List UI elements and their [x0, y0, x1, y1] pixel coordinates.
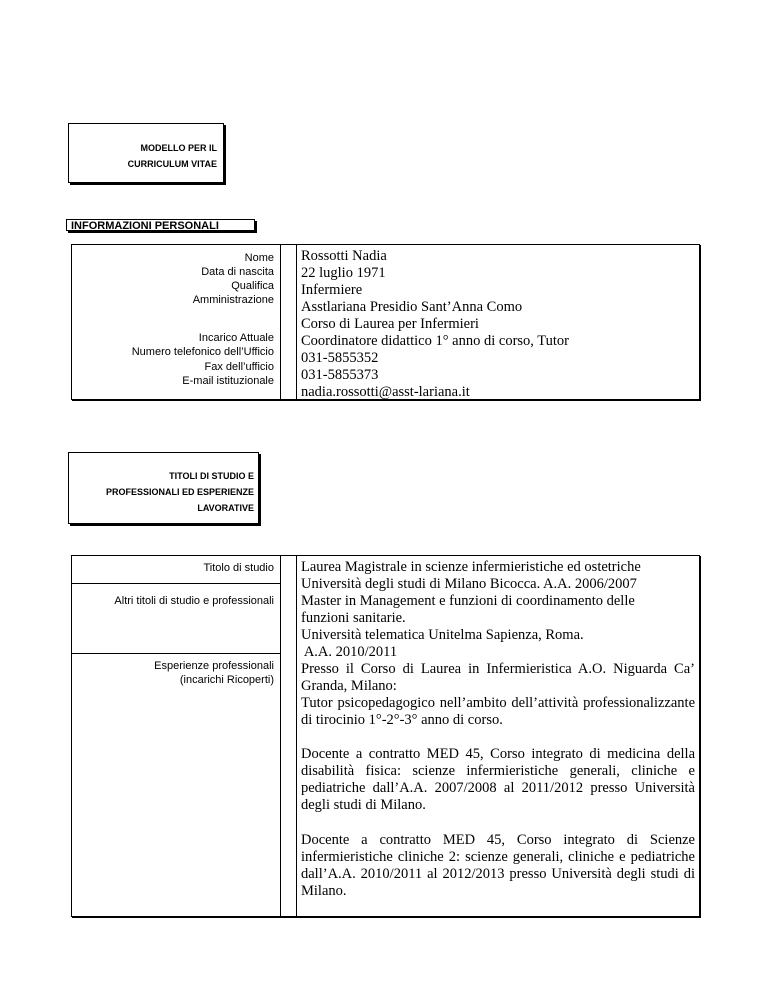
esperienza-paragraph: Docente a contratto MED 45, Corso integrato di Scienze infermieristiche cliniche 2: scienze generali, cliniche e pediatriche dall’A.A. 2010/2011 al 2012/2013 presso Università degli studi di Milano.	[301, 832, 695, 899]
titolo-line: Laurea Magistrale in scienze infermieristiche ed ostetriche	[301, 559, 641, 575]
label-titolo-studio: Titolo di studio	[203, 562, 274, 574]
model-title-line: CURRICULUM VITAE	[127, 159, 217, 169]
value-data-nascita: 22 luglio 1971	[301, 265, 386, 281]
personal-info-labels	[72, 245, 281, 399]
label-nome: Nome	[244, 252, 274, 264]
label-amministrazione: Amministrazione	[192, 294, 274, 306]
label-qualifica: Qualifica	[231, 280, 274, 292]
titoli-title-line: PROFESSIONALI ED ESPERIENZE	[105, 487, 254, 497]
label-fax: Fax dell’ufficio	[204, 361, 274, 373]
titoli-labels	[72, 556, 281, 916]
altri-line: Università telematica Unitelma Sapienza, Roma.	[301, 627, 584, 643]
esperienza-paragraph: Tutor psicopedagogico nell’ambito dell’attività professionalizzante di tirocinio 1°-2°-3° anno di corso.	[301, 695, 695, 728]
label-email: E-mail istituzionale	[182, 375, 274, 387]
titolo-line: Università degli studi di Milano Bicocca. A.A. 2006/2007	[301, 576, 637, 592]
row-divider	[72, 653, 280, 654]
label-data-nascita: Data di nascita	[201, 266, 274, 278]
titoli-table	[71, 555, 700, 917]
column-divider	[282, 556, 297, 916]
label-esperienze: Esperienze professionali (incarichi Ricoperti)	[154, 660, 274, 686]
label-telefono: Numero telefonico dell’Ufficio	[131, 346, 274, 358]
titoli-title-line: TITOLI DI STUDIO E	[169, 471, 254, 481]
model-title-box	[68, 123, 224, 183]
column-divider	[282, 245, 297, 399]
personal-info-heading: INFORMAZIONI PERSONALI	[66, 219, 255, 231]
titoli-section-title	[106, 468, 254, 516]
value-email: nadia.rossotti@asst-lariana.it	[301, 384, 470, 400]
value-qualifica: Infermiere	[301, 282, 363, 298]
value-amministrazione: Asstlariana Presidio Sant’Anna Como	[301, 299, 523, 315]
model-title	[128, 140, 217, 172]
titoli-title-line: LAVORATIVE	[197, 503, 254, 513]
altri-line: A.A. 2010/2011	[301, 644, 398, 660]
value-nome: Rossotti Nadia	[301, 248, 387, 264]
altri-line: funzioni sanitarie.	[301, 610, 406, 626]
esperienza-paragraph: Presso il Corso di Laurea in Infermieristica A.O. Niguarda Ca’ Granda, Milano:	[301, 661, 695, 694]
titoli-section-box	[68, 452, 259, 524]
value-fax: 031-5855373	[301, 367, 379, 383]
altri-line: Master in Management e funzioni di coordinamento delle	[301, 593, 635, 609]
value-incarico: Coordinatore didattico 1° anno di corso, Tutor	[301, 333, 569, 349]
value-telefono: 031-5855352	[301, 350, 379, 366]
personal-info-table	[71, 244, 700, 400]
model-title-line: MODELLO PER IL	[140, 143, 217, 153]
value-corso: Corso di Laurea per Infermieri	[301, 316, 479, 332]
label-altri-titoli: Altri titoli di studio e professionali	[114, 595, 274, 607]
row-divider	[72, 583, 280, 584]
esperienza-paragraph: Docente a contratto MED 45, Corso integrato di medicina della disabilità fisica: scienze infermieristiche generali, cliniche e pediatriche dall’A.A. 2007/2008 al 2011/2012 presso Università degli studi di Milano.	[301, 746, 695, 813]
label-incarico: Incarico Attuale	[198, 332, 274, 344]
